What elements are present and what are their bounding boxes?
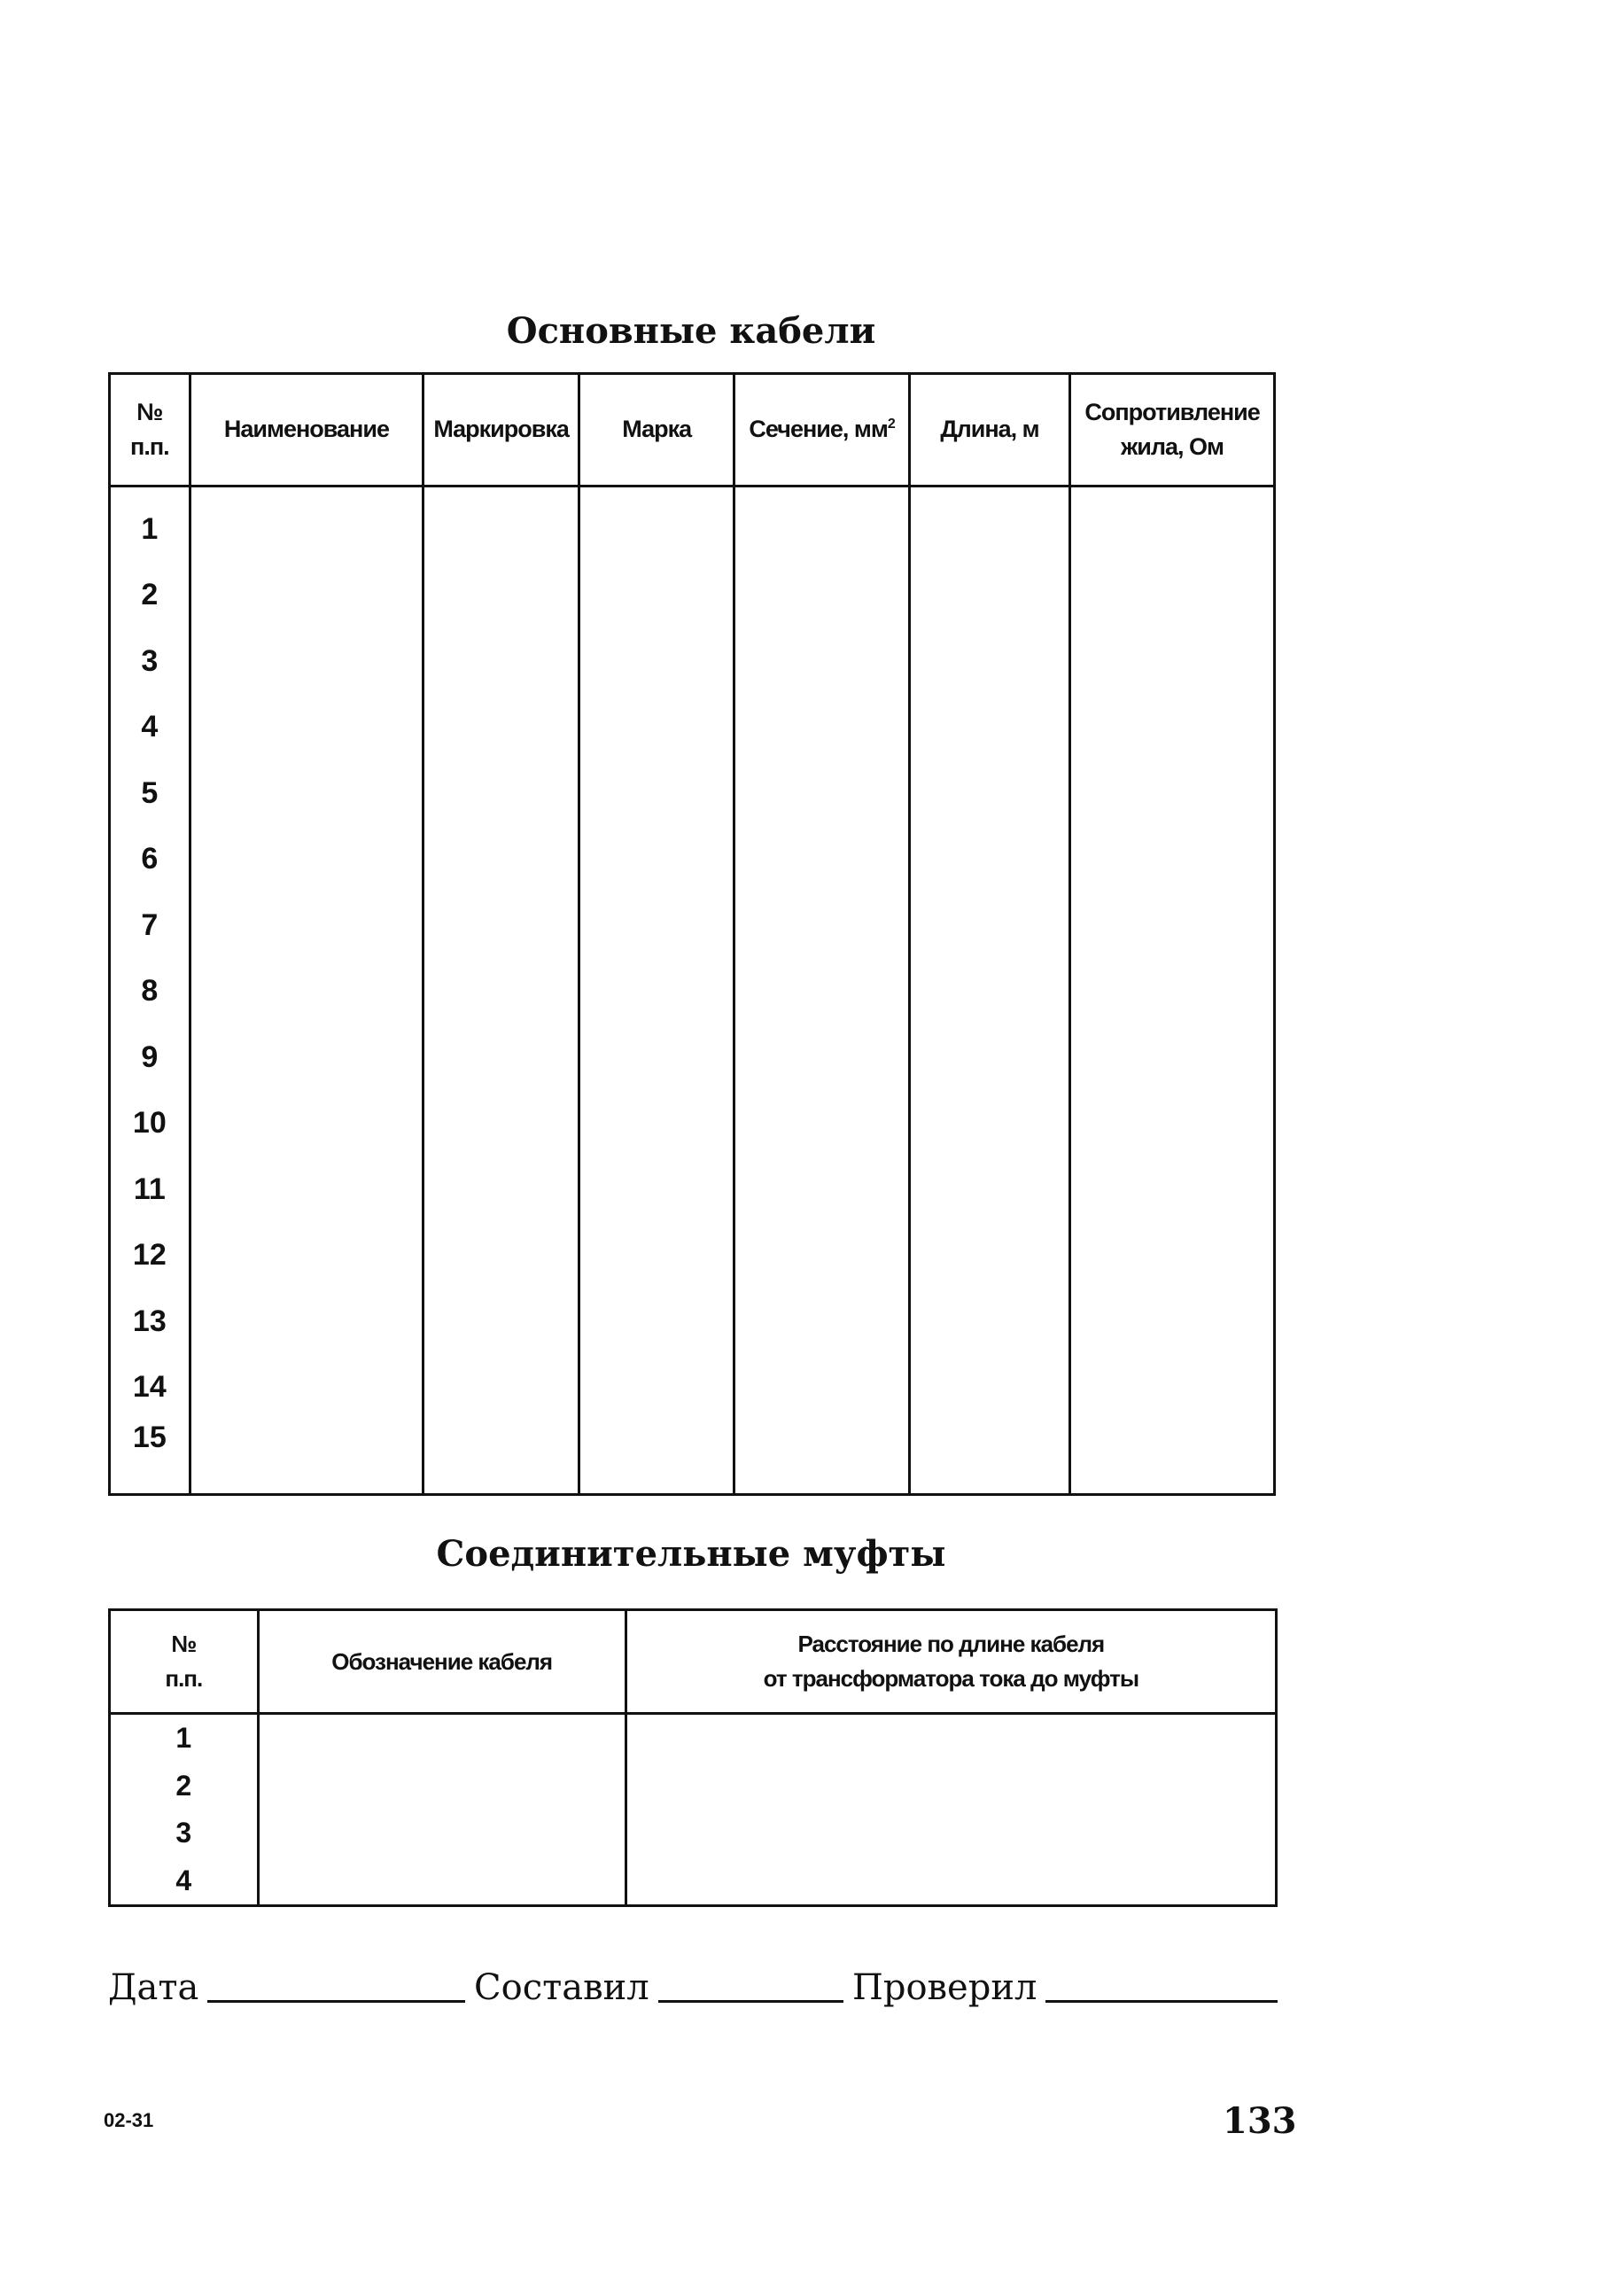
- header-number: [110, 1610, 259, 1714]
- header-name-text: Наименование: [223, 416, 389, 443]
- table-row: [110, 1763, 1277, 1810]
- table-cell[interactable]: [423, 827, 579, 893]
- table-cell[interactable]: [579, 760, 734, 827]
- table-cell[interactable]: [579, 1288, 734, 1355]
- table-cell[interactable]: [734, 1223, 909, 1289]
- table-cell[interactable]: [734, 959, 909, 1025]
- table-cell[interactable]: [734, 487, 909, 563]
- header-cross-section-sup: 2: [887, 416, 895, 432]
- row-number: 4: [110, 695, 190, 761]
- table-cell[interactable]: [626, 1810, 1276, 1857]
- table-cell[interactable]: [909, 563, 1069, 629]
- table-cell[interactable]: [190, 1091, 423, 1157]
- table-cell[interactable]: [423, 628, 579, 695]
- row-number: 1: [110, 487, 190, 563]
- row-number: 2: [110, 563, 190, 629]
- table-cell[interactable]: [579, 1223, 734, 1289]
- table-row: [110, 1024, 1275, 1091]
- table-cell[interactable]: [909, 1091, 1069, 1157]
- table-cell[interactable]: [579, 1091, 734, 1157]
- table-cell[interactable]: [1070, 1288, 1275, 1355]
- table-row: [110, 695, 1275, 761]
- signature-line: [108, 1967, 1278, 2008]
- table-header-row: [110, 374, 1275, 487]
- table-cell[interactable]: [1070, 959, 1275, 1025]
- table-cell[interactable]: [734, 1091, 909, 1157]
- table-row: [110, 628, 1275, 695]
- header-length-text: Длина, м: [940, 416, 1039, 443]
- table-cell[interactable]: [734, 827, 909, 893]
- table-cell[interactable]: [1070, 1355, 1275, 1421]
- table-cell[interactable]: [423, 959, 579, 1025]
- table-cell[interactable]: [190, 695, 423, 761]
- table-cell[interactable]: [423, 892, 579, 959]
- header-resistance: [1070, 374, 1275, 487]
- header-cable-designation-text: Обозначение кабеля: [331, 1647, 553, 1675]
- table-cell[interactable]: [1070, 487, 1275, 563]
- table-cell[interactable]: [190, 1288, 423, 1355]
- header-marking: [423, 374, 579, 487]
- header-number-text: № п.п.: [130, 398, 169, 460]
- table-cell[interactable]: [190, 1156, 423, 1223]
- table-row: [110, 892, 1275, 959]
- header-brand: [579, 374, 734, 487]
- table-cell[interactable]: [423, 487, 579, 563]
- header-distance: [626, 1610, 1276, 1714]
- header-marking-text: Маркировка: [433, 416, 569, 443]
- table-cell[interactable]: [190, 1024, 423, 1091]
- table-cell[interactable]: [909, 1355, 1069, 1421]
- table-cell[interactable]: [734, 628, 909, 695]
- row-number: 7: [110, 892, 190, 959]
- table-cell[interactable]: [909, 695, 1069, 761]
- table-cell[interactable]: [909, 1156, 1069, 1223]
- row-number: 10: [110, 1091, 190, 1157]
- header-cross-section: [734, 374, 909, 487]
- row-number: 3: [110, 1810, 259, 1857]
- document-code: 02-31: [104, 2109, 154, 2131]
- checked-by-field[interactable]: [1045, 1970, 1278, 2003]
- table-row: [110, 1288, 1275, 1355]
- table-cell[interactable]: [579, 1355, 734, 1421]
- table-cell[interactable]: [423, 695, 579, 761]
- table-cell[interactable]: [909, 1421, 1069, 1495]
- table-row: [110, 827, 1275, 893]
- table-cell[interactable]: [1070, 695, 1275, 761]
- table-cell[interactable]: [423, 1288, 579, 1355]
- table-row: [110, 1810, 1277, 1857]
- header-name: [190, 374, 423, 487]
- table-row: [110, 563, 1275, 629]
- row-number: 12: [110, 1223, 190, 1289]
- table-cell[interactable]: [1070, 827, 1275, 893]
- table-cell[interactable]: [1070, 628, 1275, 695]
- table-cell[interactable]: [1070, 1421, 1275, 1495]
- table-row: [110, 1355, 1275, 1421]
- header-distance-text: Расстояние по длине кабеля от трансформатора тока до муфты: [763, 1631, 1139, 1692]
- table-cell[interactable]: [1070, 1091, 1275, 1157]
- main-cables-title: Основные кабели: [506, 310, 876, 352]
- table-cell[interactable]: [190, 628, 423, 695]
- table-cell[interactable]: [258, 1810, 626, 1857]
- table-cell[interactable]: [909, 1288, 1069, 1355]
- table-cell[interactable]: [909, 487, 1069, 563]
- table-cell[interactable]: [909, 1223, 1069, 1289]
- table-cell[interactable]: [258, 1714, 626, 1763]
- table-cell[interactable]: [579, 695, 734, 761]
- table-cell[interactable]: [190, 760, 423, 827]
- table-cell[interactable]: [423, 1024, 579, 1091]
- header-number: [110, 374, 190, 487]
- table-cell[interactable]: [1070, 760, 1275, 827]
- table-row: [110, 1714, 1277, 1763]
- table-cell[interactable]: [734, 760, 909, 827]
- row-number: 2: [110, 1763, 259, 1810]
- table-cell[interactable]: [909, 1024, 1069, 1091]
- checked-by-label: Проверил: [851, 1967, 1037, 2008]
- row-number: 14: [110, 1355, 190, 1421]
- table-cell[interactable]: [579, 1156, 734, 1223]
- table-cell[interactable]: [909, 892, 1069, 959]
- header-cable-designation: [258, 1610, 626, 1714]
- table-row: [110, 1421, 1275, 1495]
- header-cross-section-text: Сечение, мм: [749, 416, 888, 443]
- table-cell[interactable]: [734, 1156, 909, 1223]
- table-row: [110, 487, 1275, 563]
- table-cell[interactable]: [1070, 892, 1275, 959]
- table-cell[interactable]: [579, 628, 734, 695]
- table-cell[interactable]: [909, 628, 1069, 695]
- table-cell[interactable]: [423, 1091, 579, 1157]
- table-cell[interactable]: [190, 563, 423, 629]
- table-cell[interactable]: [734, 695, 909, 761]
- table-cell[interactable]: [734, 563, 909, 629]
- table-cell[interactable]: [626, 1763, 1276, 1810]
- table-cell[interactable]: [1070, 1024, 1275, 1091]
- table-cell[interactable]: [423, 1355, 579, 1421]
- table-cell[interactable]: [579, 1024, 734, 1091]
- table-row: [110, 1857, 1277, 1906]
- table-cell[interactable]: [909, 959, 1069, 1025]
- table-cell[interactable]: [626, 1857, 1276, 1906]
- table-cell[interactable]: [579, 1421, 734, 1495]
- table-cell[interactable]: [423, 1156, 579, 1223]
- table-row: [110, 1223, 1275, 1289]
- date-label: Дата: [108, 1967, 199, 2008]
- table-cell[interactable]: [190, 827, 423, 893]
- compiled-by-label: Составил: [474, 1967, 649, 2008]
- table-cell[interactable]: [579, 827, 734, 893]
- table-cell[interactable]: [258, 1857, 626, 1906]
- row-number: 11: [110, 1156, 190, 1223]
- table-cell[interactable]: [190, 959, 423, 1025]
- table-cell[interactable]: [190, 1421, 423, 1495]
- main-cables-table: [108, 372, 1276, 1496]
- table-cell[interactable]: [423, 563, 579, 629]
- table-row: [110, 1091, 1275, 1157]
- header-resistance-text: Сопротивление жила, Ом: [1084, 398, 1260, 460]
- table-cell[interactable]: [626, 1714, 1276, 1763]
- page-number: 133: [1223, 2100, 1297, 2142]
- table-cell[interactable]: [423, 1223, 579, 1289]
- table-cell[interactable]: [1070, 1223, 1275, 1289]
- row-number: 13: [110, 1288, 190, 1355]
- couplings-title: Соединительные муфты: [436, 1533, 946, 1575]
- table-cell[interactable]: [734, 1421, 909, 1495]
- header-length: [909, 374, 1069, 487]
- table-cell[interactable]: [190, 892, 423, 959]
- table-cell[interactable]: [579, 563, 734, 629]
- table-cell[interactable]: [190, 1355, 423, 1421]
- row-number: 5: [110, 760, 190, 827]
- header-brand-text: Марка: [622, 416, 692, 443]
- table-cell[interactable]: [1070, 1156, 1275, 1223]
- table-row: [110, 959, 1275, 1025]
- table-row: [110, 1156, 1275, 1223]
- row-number: 8: [110, 959, 190, 1025]
- header-number-text: № п.п.: [165, 1631, 203, 1692]
- couplings-table: [108, 1608, 1278, 1907]
- table-cell[interactable]: [734, 1024, 909, 1091]
- table-cell[interactable]: [258, 1763, 626, 1810]
- table-cell[interactable]: [579, 892, 734, 959]
- table-header-row: [110, 1610, 1277, 1714]
- table-cell[interactable]: [190, 1223, 423, 1289]
- table-cell[interactable]: [734, 1288, 909, 1355]
- row-number: 4: [110, 1857, 259, 1906]
- table-cell[interactable]: [909, 827, 1069, 893]
- row-number: 6: [110, 827, 190, 893]
- table-cell[interactable]: [1070, 563, 1275, 629]
- table-cell[interactable]: [190, 487, 423, 563]
- table-cell[interactable]: [734, 892, 909, 959]
- table-row: [110, 760, 1275, 827]
- table-cell[interactable]: [579, 487, 734, 563]
- table-cell[interactable]: [734, 1355, 909, 1421]
- table-cell[interactable]: [579, 959, 734, 1025]
- row-number: 9: [110, 1024, 190, 1091]
- compiled-by-field[interactable]: [658, 1970, 843, 2003]
- row-number: 1: [110, 1714, 259, 1763]
- row-number: 15: [110, 1421, 190, 1495]
- table-cell[interactable]: [423, 1421, 579, 1495]
- row-number: 3: [110, 628, 190, 695]
- table-cell[interactable]: [423, 760, 579, 827]
- date-field[interactable]: [207, 1970, 465, 2003]
- table-cell[interactable]: [909, 760, 1069, 827]
